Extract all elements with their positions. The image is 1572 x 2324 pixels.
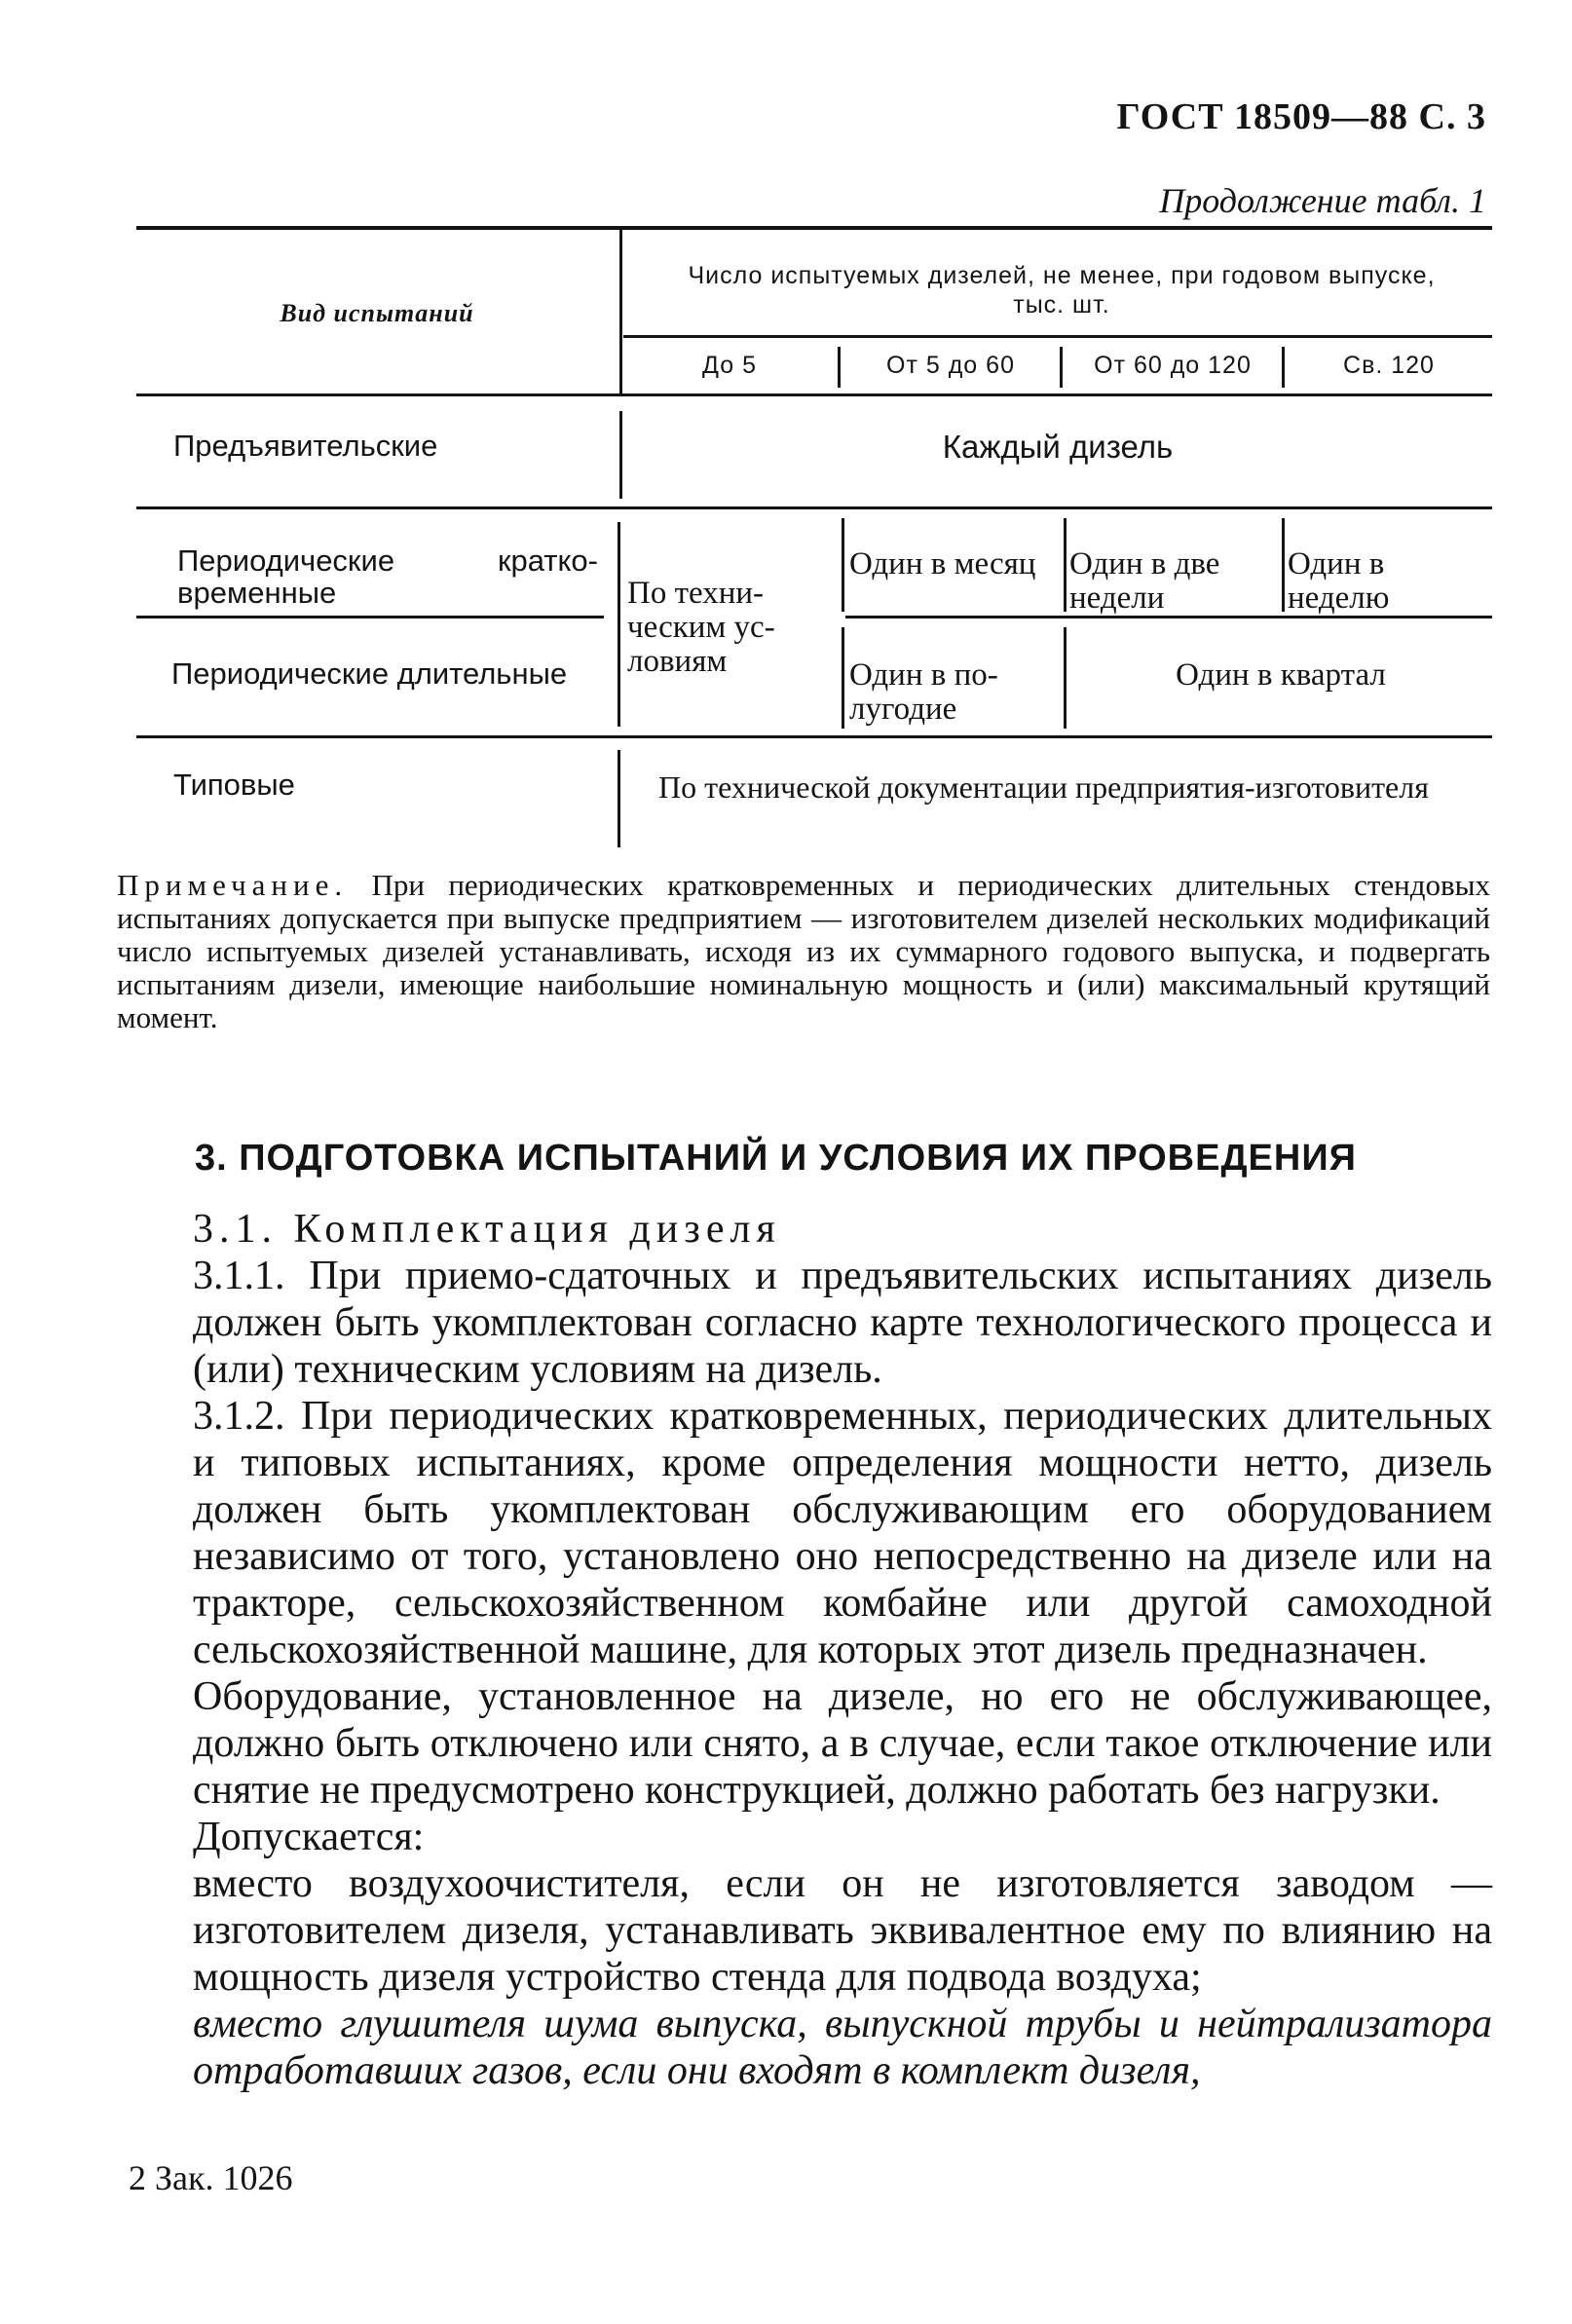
table-row3-bottom-rule	[136, 735, 1492, 738]
paragraph-3-1-1: 3.1.1. При приемо-сдаточных и предъявительских испытаниях дизель должен быть укомплектован согласно карте технологического процесса и (или) техническим условиям на дизель.	[193, 1254, 1492, 1392]
table-r2-div1	[842, 518, 844, 612]
note-label: Примечание.	[117, 868, 349, 902]
table-r2-div3	[1282, 518, 1285, 612]
table-r3-div2	[1064, 627, 1067, 729]
table-row4-type: Типовые	[173, 768, 295, 802]
table-row1-bottom-rule	[136, 506, 1492, 509]
section-title: 3. ПОДГОТОВКА ИСПЫТАНИЙ И УСЛОВИЯ ИХ ПРОВЕДЕНИЯ	[195, 1138, 1357, 1179]
table-r3-div1	[842, 627, 844, 729]
page-header-ref: ГОСТ 18509—88 С. 3	[1116, 96, 1486, 137]
table-row2-type: Периодические кратковременные	[177, 544, 598, 610]
table-row2-col4: Один в неделю	[1288, 546, 1390, 616]
table-sub-div1	[838, 347, 841, 388]
allowed-item-1: вместо воздухоочистителя, если он не изготовляется заводом — изготовителем дизеля, устанавливать эквивалентное ему по влиянию на мощность дизеля устройство стенда для подвода воздуха;	[193, 1861, 1492, 2000]
table-sub-div3	[1282, 347, 1285, 388]
table-row23-col1: По техническим условиям	[627, 576, 775, 679]
table-r2-div2	[1064, 518, 1067, 612]
table-row3-col2: Один в полугодие	[849, 657, 998, 727]
section-body	[193, 1206, 1492, 2094]
table-main-divider-r23	[618, 522, 620, 727]
table-row2-col2-rule	[845, 616, 1492, 618]
table-header-bottom-rule	[136, 394, 1492, 396]
table-main-divider-r4	[618, 750, 620, 847]
table-col-group-header: Число испытуемых дизелей, не менее, при годовом выпуске, тыс. шт.	[688, 262, 1436, 319]
table-row3-type: Периодические длительные	[171, 656, 568, 691]
table-top-rule	[136, 226, 1492, 230]
allowed-heading: Допускается:	[193, 1815, 425, 1859]
table-subcol-3: От 60 до 120	[1094, 352, 1252, 379]
table-subcol-1: До 5	[702, 352, 757, 379]
table-row3-col34: Один в квартал	[1176, 657, 1386, 693]
note-text: При периодических кратковременных и периодических длительных стендовых испытаниях допускается при выпуске предприятием — изготовителем дизелей нескольких модификаций число испытуемых дизелей устанавливать, исходя из их суммарного годового выпуска, и подвергать испытаниям дизели, имеющие наибольшие номинальную мощность и (или) максимальный крутящий момент.	[117, 868, 1491, 1034]
table-row1-type: Предъявительские	[173, 429, 438, 463]
table-row1-value: Каждый дизель	[942, 429, 1174, 465]
table-row4-value: По технической документации предприятия-изготовителя	[658, 769, 1429, 805]
table-main-divider-r1	[619, 411, 622, 499]
table-row2-col2: Один в месяц	[849, 546, 1036, 581]
paragraph-equipment: Оборудование, установленное на дизеле, но его не обслуживающее, должно быть отключено или снято, а в случае, если такое отключение или снятие не предусмотрено конструкцией, должно работать без нагрузки.	[193, 1674, 1492, 1813]
table-row2-col3: Один в две недели	[1069, 546, 1220, 616]
table-col-test-type: Вид испытаний	[280, 299, 474, 327]
table-continuation-label: Продолжение табл. 1	[1159, 181, 1486, 220]
table-sub-div2	[1060, 347, 1063, 388]
subsection-title: 3.1. Комплектация дизеля	[193, 1207, 781, 1252]
table-subheader-rule	[623, 335, 1492, 338]
table-note	[117, 869, 1490, 1034]
table-main-divider	[619, 230, 622, 394]
allowed-item-2: вместо глушителя шума выпуска, выпускной трубы и нейтрализатора отработавших газов, если они входят в комплект дизеля,	[193, 2002, 1492, 2093]
footer-order: 2 Зак. 1026	[129, 2158, 293, 2197]
paragraph-3-1-2: 3.1.2. При периодических кратковременных, периодических длительных и типовых испытаниях, кроме определения мощности нетто, дизель должен быть укомплектован обслуживающим его оборудованием независимо от того, установлено оно непосредственно на дизеле или на тракторе, сельскохозяйственном комбайне или другой самоходной сельскохозяйственной машине, для которых этот дизель предназначен.	[193, 1394, 1492, 1672]
table-row2-bottom-rule	[136, 616, 604, 618]
table-subcol-4: Св. 120	[1343, 352, 1435, 379]
table-subcol-2: От 5 до 60	[886, 352, 1015, 379]
